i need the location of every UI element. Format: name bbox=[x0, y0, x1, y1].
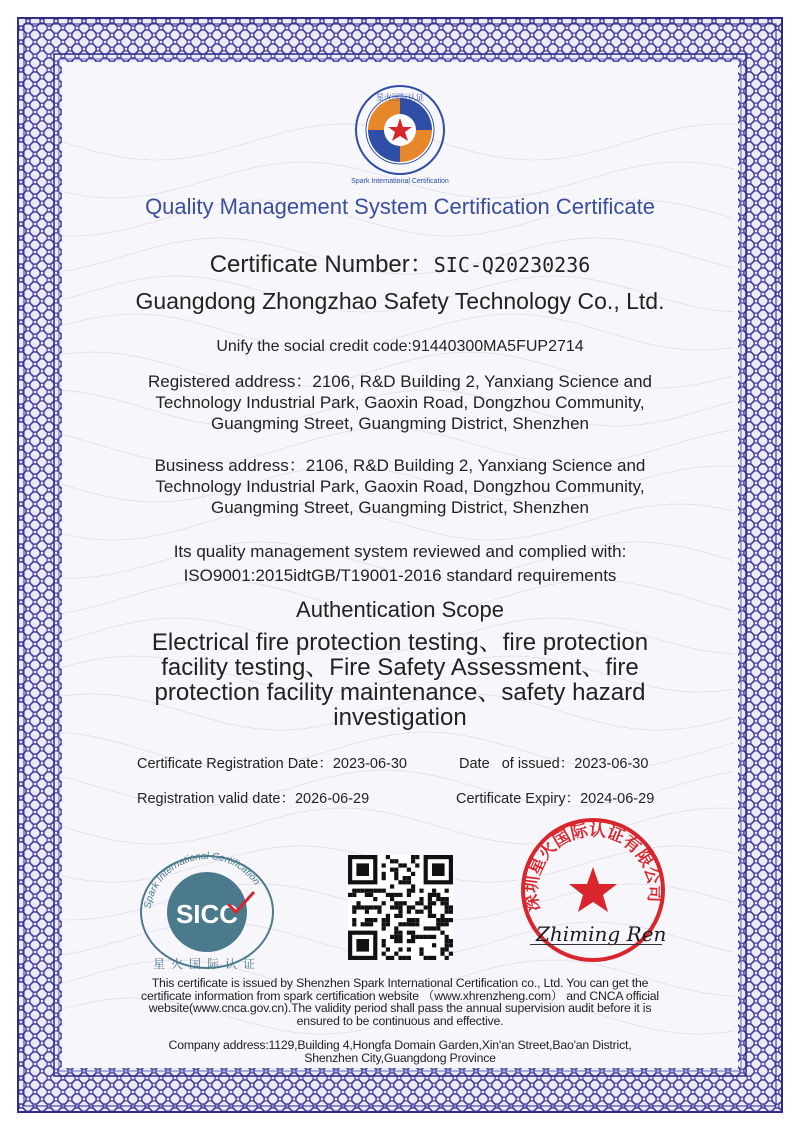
certificate-number-label: Certificate Number： bbox=[209, 251, 434, 278]
footer-line: This certificate is issued by Shenzhen Spark International Certification co., Ltd. You can get the bbox=[151, 976, 649, 990]
registration-date: Certificate Registration Date：2023-06-30 bbox=[137, 756, 407, 772]
compliance-statement bbox=[60, 540, 740, 588]
signature-line bbox=[530, 944, 662, 945]
logo-ring-text: Spark International Certification bbox=[351, 178, 449, 185]
scope-line: protection facility maintenance、safety hazard bbox=[154, 679, 646, 706]
business-address-line: Guangming Street, Guangming District, Shenzhen bbox=[211, 498, 589, 517]
business-address-line: Technology Industrial Park, Gaoxin Road, Dongzhou Community, bbox=[155, 477, 645, 496]
company-address-line: Shenzhen City,Guangdong Province bbox=[304, 1050, 496, 1065]
signature: Zhiming Ren bbox=[536, 922, 667, 946]
svg-text:深圳星火国际认证有限公司: 深圳星火国际认证有限公司 bbox=[521, 820, 665, 913]
scope-title: Authentication Scope bbox=[296, 597, 504, 622]
footer-line: website(www.cnca.gov.cn).The validity period shall pass the annual supervision audit before it is bbox=[148, 1001, 652, 1015]
footer-company-address bbox=[105, 1039, 695, 1064]
footer-line: certificate information from spark certification website （www.xhrenzheng.com） and CNCA official bbox=[141, 988, 659, 1003]
compliance-line-1: Its quality management system reviewed and complied with: bbox=[173, 542, 627, 561]
company-name: Guangdong Zhongzhao Safety Technology Co., Ltd. bbox=[135, 288, 665, 314]
registered-address bbox=[100, 371, 700, 434]
valid-date: Registration valid date：2026-06-29 bbox=[137, 791, 370, 807]
svg-text:SICC: SICC bbox=[175, 899, 239, 929]
scope-line: facility testing、Fire Safety Assessment、fire bbox=[161, 654, 639, 681]
registered-address-line: Registered address：2106, R&D Building 2, Yanxiang Science and bbox=[147, 372, 652, 391]
compliance-line-2: ISO9001:2015idtGB/T19001-2016 standard requirements bbox=[183, 566, 617, 585]
svg-text:Spark International Certificat: Spark International Certification bbox=[142, 850, 262, 910]
registered-address-line: Guangming Street, Guangming District, Shenzhen bbox=[211, 414, 589, 433]
certificate-title: Quality Management System Certification Certificate bbox=[145, 194, 655, 219]
business-address bbox=[100, 455, 700, 518]
qr-code-icon[interactable] bbox=[348, 855, 453, 960]
logo-top-text: 星火国际认证 bbox=[376, 93, 424, 102]
issued-date: Date of issued：2023-06-30 bbox=[459, 756, 649, 772]
credit-code: Unify the social credit code:91440300MA5FUP2714 bbox=[216, 338, 584, 355]
expiry-date: Certificate Expiry：2024-06-29 bbox=[456, 791, 655, 807]
certificate-number bbox=[60, 244, 740, 279]
footer-line: ensured to be continuous and effective. bbox=[296, 1013, 504, 1028]
business-address-line: Business address：2106, R&D Building 2, Yanxiang Science and bbox=[154, 456, 646, 475]
footer-note bbox=[105, 977, 695, 1027]
certificate-number-value: SIC-Q20230236 bbox=[433, 253, 591, 277]
scope-line: Electrical fire protection testing、fire protection bbox=[151, 629, 649, 656]
sicc-seal-icon bbox=[132, 846, 282, 976]
scope-text bbox=[110, 630, 690, 730]
registered-address-line: Technology Industrial Park, Gaoxin Road, Dongzhou Community, bbox=[155, 393, 645, 412]
scope-line: investigation bbox=[333, 704, 467, 731]
company-address-line: Company address:1129,Building 4,Hongfa Domain Garden,Xin'an Street,Bao'an District, bbox=[168, 1038, 632, 1052]
svg-text:星火国际认证: 星火国际认证 bbox=[152, 957, 262, 971]
